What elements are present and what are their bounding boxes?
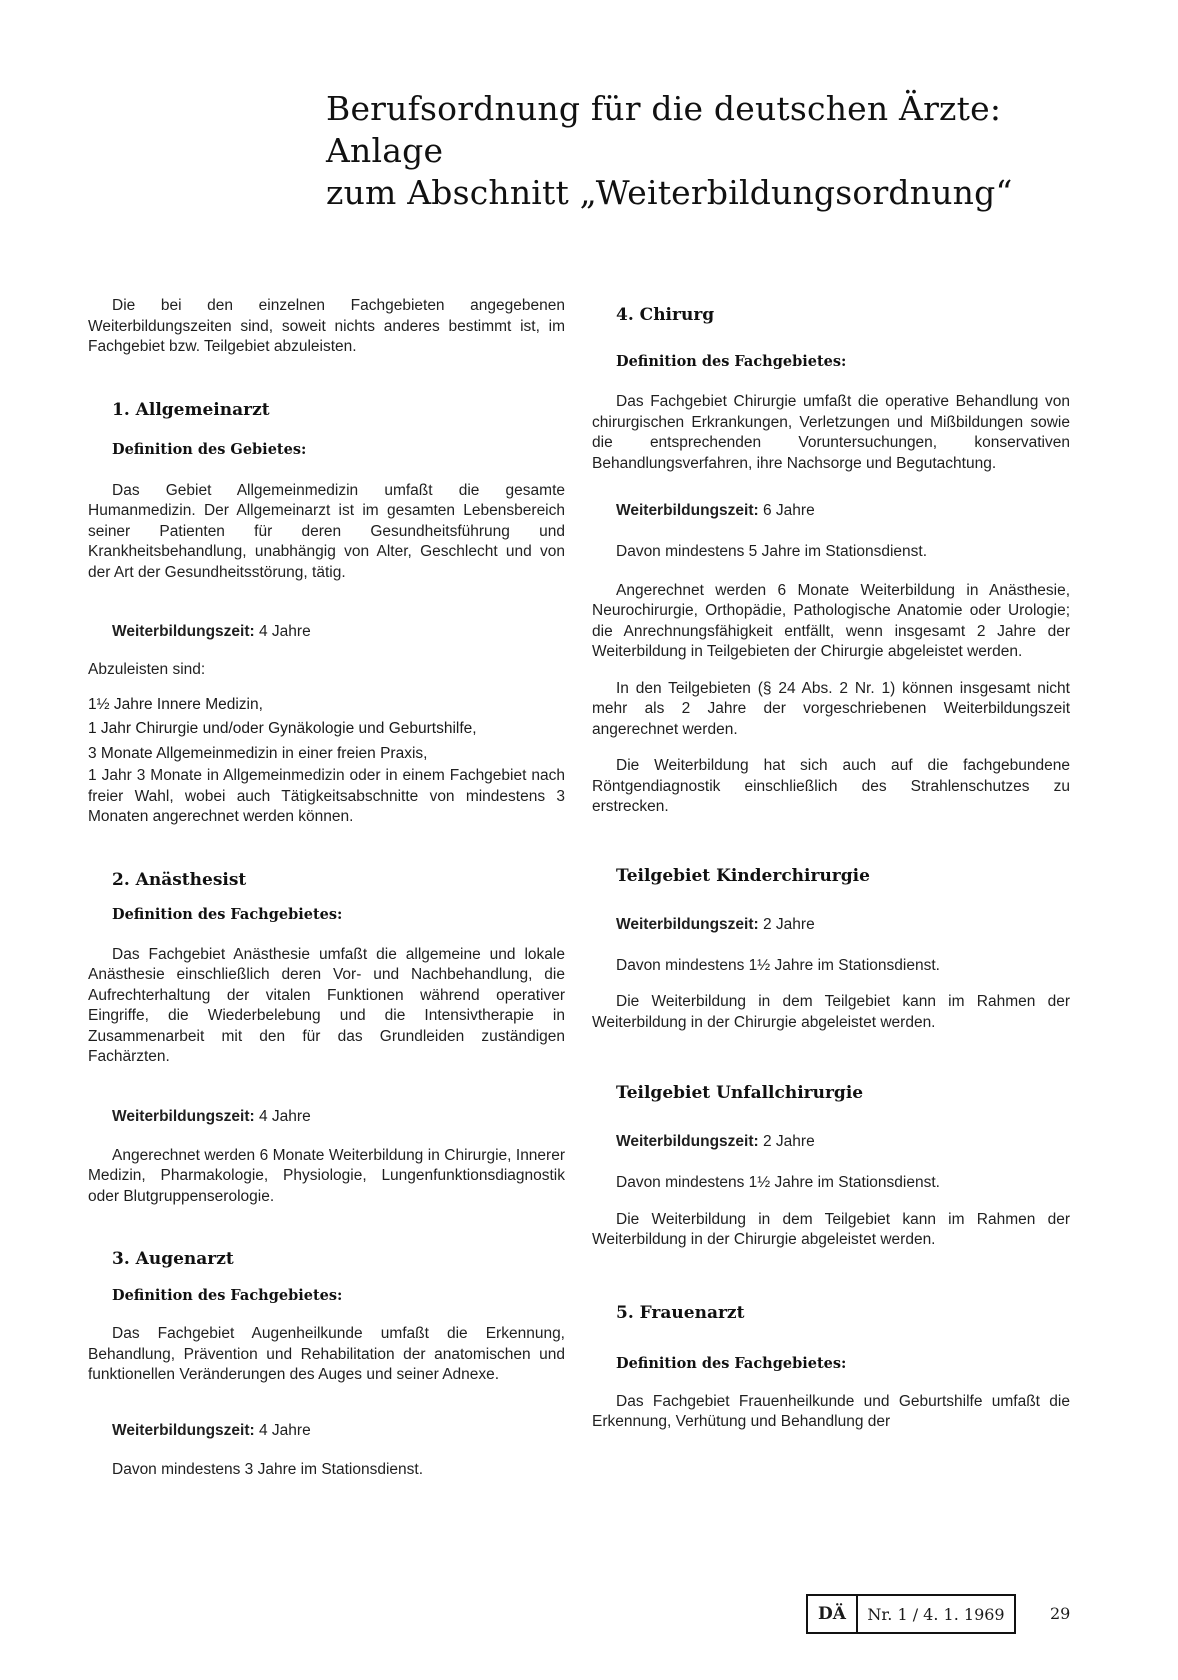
weiterbildungszeit-label: Weiterbildungszeit:: [112, 1421, 255, 1439]
section-heading-anaesthesist: 2. Anästhesist: [112, 869, 247, 890]
weiterbildungszeit-line: [112, 1108, 565, 1126]
title-line-2: Anlage: [326, 131, 444, 170]
teilgebiete-text: In den Teilgebieten (§ 24 Abs. 2 Nr. 1) können insgesamt nicht mehr als 2 Jahre der vorgeschriebenen Weiterbildungszeit angerechnet werden.: [592, 679, 1070, 738]
teilgebiet-rahmen-text: Die Weiterbildung in dem Teilgebiet kann im Rahmen der Weiterbildung in der Chirurgie abgeleistet werden.: [592, 993, 1070, 1031]
weiterbildungszeit-value: 2 Jahre: [762, 915, 815, 933]
stationsdienst-text: Davon mindestens 3 Jahre im Stationsdienst.: [112, 1460, 424, 1478]
stationsdienst-text: Davon mindestens 1½ Jahre im Stationsdienst.: [616, 956, 940, 974]
page-title: [326, 88, 1013, 214]
definition-text: Das Fachgebiet Frauenheilkunde und Geburtshilfe umfaßt die Erkennung, Verhütung und Behandlung der: [592, 1392, 1070, 1430]
definition-text: Das Fachgebiet Chirurgie umfaßt die operative Behandlung von chirurgischen Erkrankungen, Verletzungen und Mißbildungen sowie die entsprechenden Voruntersuchungen, konservativen Behandlungsverfahren, ihre Nachsorge und Begutachtung.: [592, 393, 1070, 472]
definition-text: Das Gebiet Allgemeinmedizin umfaßt die gesamte Humanmedizin. Der Allgemeinarzt ist im gesamten Lebensbereich seiner Patienten für deren Gesundheitsführung und Krankheitsbehandlung, unabhängig von Alter, Geschlecht und von der Art der Gesundheitsstörung, tätig.: [88, 481, 565, 581]
weiterbildungszeit-label: Weiterbildungszeit:: [616, 502, 759, 519]
weiterbildungszeit-value: 6 Jahre: [762, 502, 815, 519]
issue-box: [806, 1594, 1016, 1634]
weiterbildungszeit-line: [616, 916, 1070, 934]
list-item: 3 Monate Allgemeinmedizin in einer freien Praxis,: [88, 744, 428, 762]
issue-number: Nr. 1 / 4. 1. 1969: [867, 1604, 1005, 1624]
list-item: 1 Jahr 3 Monate in Allgemeinmedizin oder in einem Fachgebiet nach freier Wahl, wobei auch Tätigkeitsabschnitte von mindestens 3 Monaten angerechnet werden können.: [88, 767, 565, 825]
definition-text: Das Fachgebiet Augenheilkunde umfaßt die Erkennung, Behandlung, Prävention und Rehabilitation der anatomischen und funktionellen Veränderungen des Auges und seiner Adnexe.: [88, 1325, 565, 1383]
definition-label: Definition des Gebietes:: [112, 440, 307, 458]
anrechnung-text: Angerechnet werden 6 Monate Weiterbildung in Anästhesie, Neurochirurgie, Orthopädie, Pathologische Anatomie oder Urologie; die Anrechnungsfähigkeit entfällt, wenn insgesamt 2 Jahre der Weiterbildung in Teilgebieten der Chirurgie abgeleistet werden.: [592, 581, 1070, 660]
section-heading-allgemeinarzt: 1. Allgemeinarzt: [112, 399, 270, 420]
list-item: 1½ Jahre Innere Medizin,: [88, 695, 263, 713]
section-heading-augenarzt: 3. Augenarzt: [112, 1249, 234, 1269]
definition-text: Das Fachgebiet Anästhesie umfaßt die allgemeine und lokale Anästhesie einschließlich deren Vor- und Nachbehandlung, die Aufrechterhaltung der vitalen Funktionen während operativer Eingriffe, die Wiederbelebung und die Intensivtherapie in Zusammenarbeit mit den für das Grundleiden zuständigen Fachärzten.: [88, 945, 565, 1065]
weiterbildungszeit-label: Weiterbildungszeit:: [112, 1107, 255, 1125]
abzuleisten-label: Abzuleisten sind:: [88, 661, 206, 678]
weiterbildungszeit-value: 4 Jahre: [258, 623, 311, 640]
left-column: [88, 296, 565, 1480]
definition-label: Definition des Fachgebietes:: [616, 1354, 847, 1372]
section-heading-kinderchirurgie: Teilgebiet Kinderchirurgie: [616, 865, 870, 886]
teilgebiet-rahmen-text: Die Weiterbildung in dem Teilgebiet kann im Rahmen der Weiterbildung in der Chirurgie abgeleistet werden.: [592, 1210, 1070, 1248]
weiterbildungszeit-value: 4 Jahre: [258, 1107, 311, 1125]
weiterbildungszeit-label: Weiterbildungszeit:: [616, 1133, 759, 1150]
list-item: 1 Jahr Chirurgie und/oder Gynäkologie und Geburtshilfe,: [88, 720, 477, 737]
right-column: [592, 305, 1070, 1433]
section-heading-unfallchirurgie: Teilgebiet Unfallchirurgie: [616, 1083, 864, 1103]
section-heading-frauenarzt: 5. Frauenarzt: [616, 1302, 745, 1323]
page-number: 29: [1050, 1604, 1071, 1623]
title-line-3: zum Abschnitt „Weiterbildungsordnung“: [326, 173, 1013, 212]
definition-label: Definition des Fachgebietes:: [112, 1287, 343, 1304]
weiterbildungszeit-label: Weiterbildungszeit:: [616, 915, 759, 933]
journal-logo: DÄ: [808, 1596, 858, 1632]
weiterbildungszeit-label: Weiterbildungszeit:: [112, 623, 255, 640]
weiterbildungszeit-line: [112, 1422, 565, 1440]
stationsdienst-text: Davon mindestens 1½ Jahre im Stationsdienst.: [616, 1174, 940, 1191]
definition-label: Definition des Fachgebietes:: [112, 905, 343, 923]
roentgen-text: Die Weiterbildung hat sich auch auf die fachgebundene Röntgendiagnostik einschließlich des Strahlenschutzes zu erstrecken.: [592, 757, 1070, 815]
weiterbildungszeit-line: [616, 502, 1070, 520]
intro-paragraph: Die bei den einzelnen Fachgebieten angegebenen Weiterbildungszeiten sind, soweit nichts anderes bestimmt ist, im Fachgebiet bzw. Teilgebiet abzuleisten.: [88, 297, 565, 355]
weiterbildungszeit-value: 2 Jahre: [762, 1133, 815, 1150]
stationsdienst-text: Davon mindestens 5 Jahre im Stationsdienst.: [616, 543, 928, 560]
weiterbildungszeit-line: [616, 1133, 1070, 1151]
weiterbildungszeit-value: 4 Jahre: [258, 1421, 311, 1439]
definition-label: Definition des Fachgebietes:: [616, 353, 847, 370]
requirement-list: [88, 695, 565, 828]
weiterbildungszeit-line: [112, 623, 565, 641]
section-heading-chirurg: 4. Chirurg: [616, 305, 715, 325]
anrechnung-text: Angerechnet werden 6 Monate Weiterbildung in Chirurgie, Innerer Medizin, Pharmakologie, Physiologie, Lungenfunktionsdiagnostik oder Blutgruppenserologie.: [88, 1146, 565, 1205]
title-line-1: Berufsordnung für die deutschen Ärzte:: [326, 89, 1002, 128]
